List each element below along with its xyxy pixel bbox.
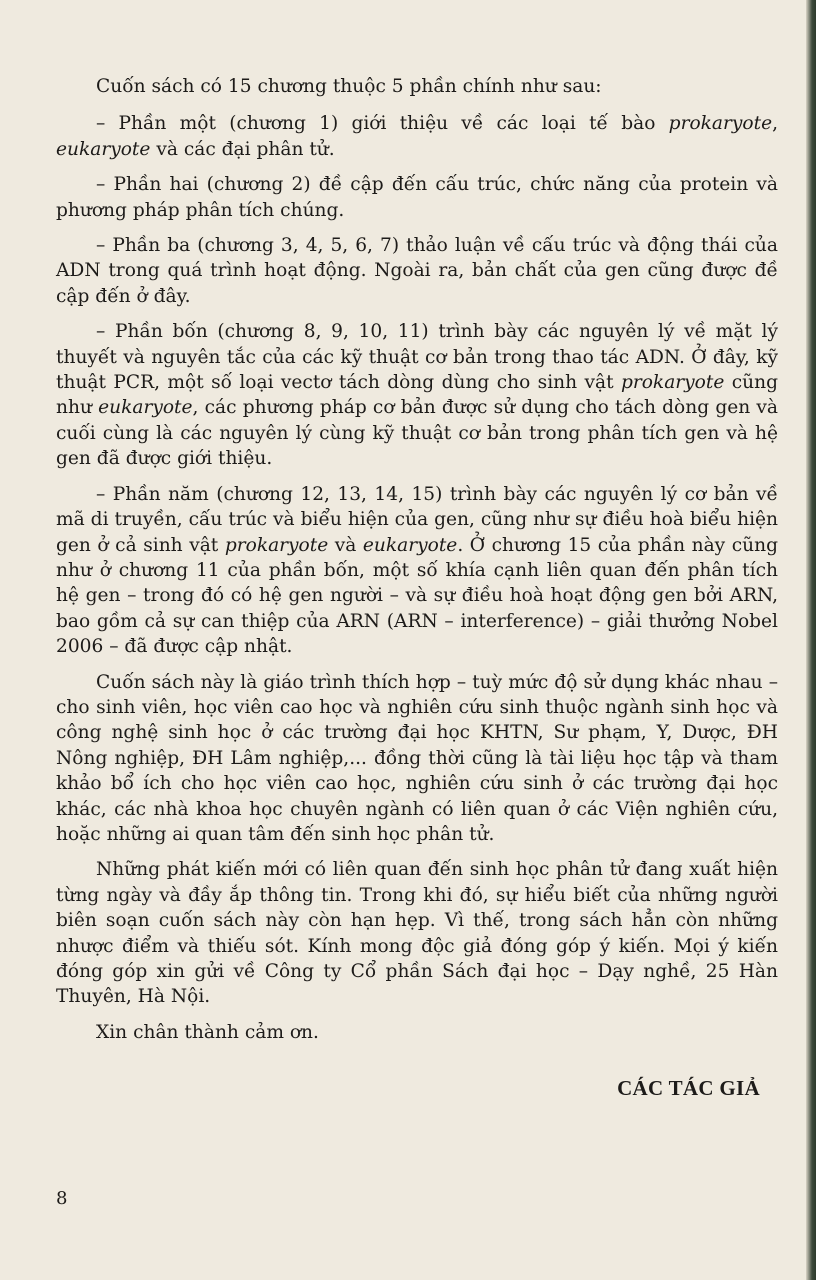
page-number: 8 <box>56 1188 68 1209</box>
intro-paragraph: Cuốn sách có 15 chương thuộc 5 phần chính như sau: <box>96 76 602 97</box>
part-one-paragraph: – Phần một (chương 1) giới thiệu về các loại tế bào prokaryote, eukaryote và các đại phân tử. <box>56 113 778 160</box>
part-two-paragraph: – Phần hai (chương 2) đề cập đến cấu trúc, chức năng của protein và phương pháp phân tích chúng. <box>56 174 778 221</box>
page-binding-edge <box>806 0 816 1280</box>
thanks-paragraph: Xin chân thành cảm ơn. <box>96 1021 319 1043</box>
feedback-paragraph: Những phát kiến mới có liên quan đến sinh học phân tử đang xuất hiện từng ngày và đầy ắp thông tin. Trong khi đó, sự hiểu biết của những người biên soạn cuốn sách này còn hạn hẹp. Vì thế, trong sách hẳn còn những nhược điểm và thiếu sót. Kính mong độc giả đóng góp ý kiến. Mọi ý kiến đóng góp xin gửi về Công ty Cổ phần Sách đại học – Dạy nghề, 25 Hàn Thuyên, Hà Nội. <box>56 859 778 1008</box>
audience-paragraph: Cuốn sách này là giáo trình thích hợp – tuỳ mức độ sử dụng khác nhau – cho sinh viên, học viên cao học và nghiên cứu sinh thuộc ngành sinh học và công nghệ sinh học ở các trường đại học KHTN, Sư phạm, Y, Dược, ĐH Nông nghiệp, ĐH Lâm nghiệp,... đồng thời cũng là tài liệu học tập và tham khảo bổ ích cho học viên cao học, nghiên cứu sinh ở các trường đại học khác, các nhà khoa học chuyên ngành có liên quan ở các Viện nghiên cứu, hoặc những ai quan tâm đến sinh học phân tử. <box>56 671 778 845</box>
part-four-paragraph: – Phần bốn (chương 8, 9, 10, 11) trình bày các nguyên lý về mặt lý thuyết và nguyên tắc của các kỹ thuật cơ bản trong thao tác ADN. Ở đây, kỹ thuật PCR, một số loại vectơ tách dòng dùng cho sinh vật prokaryote cũng như eukaryote, các phương pháp cơ bản được sử dụng cho tách dòng gen và cuối cùng là các nguyên lý cùng kỹ thuật cơ bản trong phân tích gen và hệ gen đã được giới thiệu. <box>56 321 778 470</box>
authors-signature: CÁC TÁC GIẢ <box>617 1076 760 1100</box>
part-three-paragraph: – Phần ba (chương 3, 4, 5, 6, 7) thảo luận về cấu trúc và động thái của ADN trong quá trình hoạt động. Ngoài ra, bản chất của gen cũng được đề cập đến ở đây. <box>56 235 778 307</box>
part-five-paragraph: – Phần năm (chương 12, 13, 14, 15) trình bày các nguyên lý cơ bản về mã di truyền, cấu trúc và biểu hiện của gen, cũng như sự điều hoà biểu hiện gen ở cả sinh vật prokaryote và eukaryote. Ở chương 15 của phần này cũng như ở chương 11 của phần bốn, một số khía cạnh liên quan đến phân tích hệ gen – trong đó có hệ gen người – và sự điều hoà hoạt động gen bởi ARN, bao gồm cả sự can thiệp của ARN (ARN – interference) – giải thưởng Nobel 2006 – đã được cập nhật. <box>56 483 778 658</box>
body-text <box>56 74 778 1055</box>
